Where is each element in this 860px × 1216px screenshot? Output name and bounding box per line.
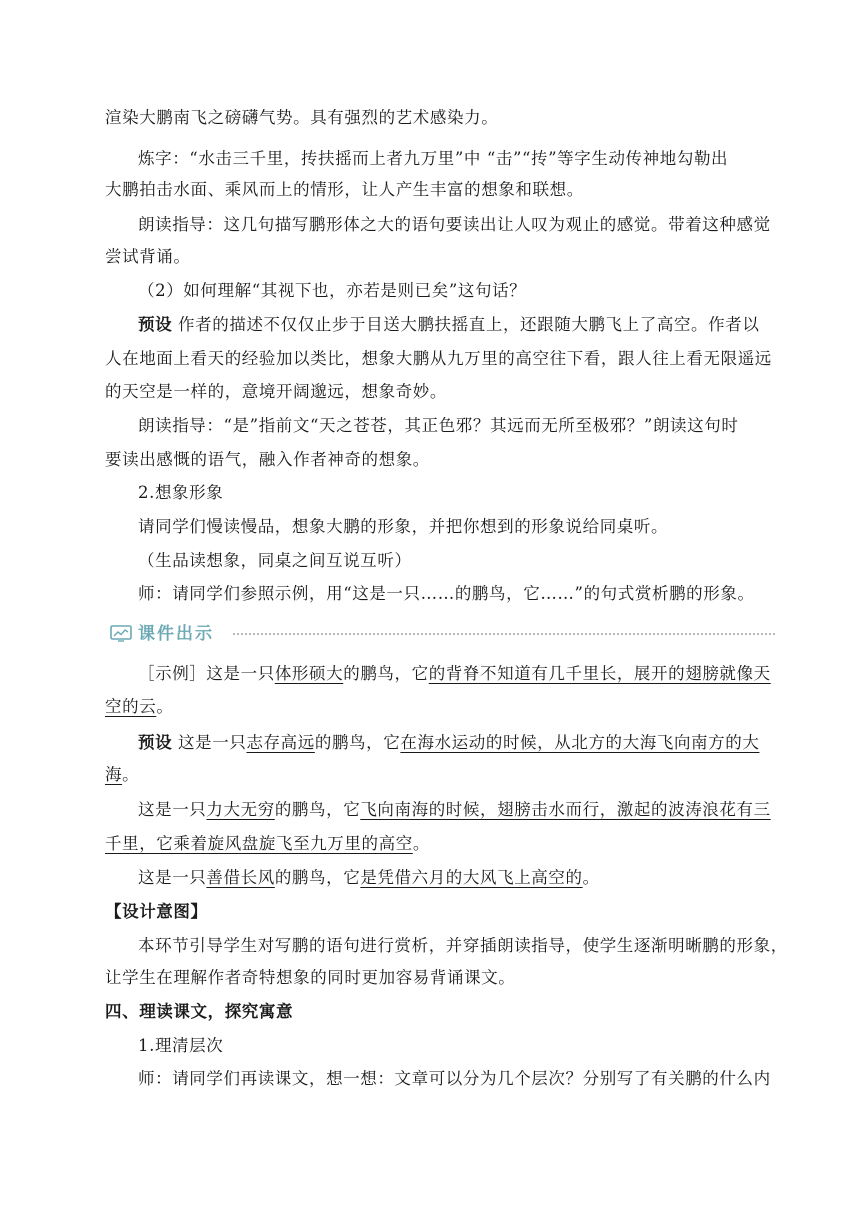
underlined-text: 海: [105, 765, 123, 784]
example-line: [105, 695, 173, 719]
text-line: 请同学们慢读慢品，想象大鹏的形象，并把你想到的形象说给同桌听。: [138, 517, 669, 536]
preset-line: [105, 832, 430, 856]
underlined-text: 空的云: [105, 697, 157, 716]
text-line: 师：请同学们再读课文，想一想：文章可以分为几个层次？分别写了有关鹏的什么内: [138, 1069, 771, 1088]
question-line: （2）如何理解“其视下也，亦若是则已矣”这句话？: [138, 281, 527, 300]
underlined-text: 飞向南海的时候，翅膀击水而行，激起的波涛浪花有三: [360, 800, 771, 819]
text-run: 的鹏鸟，它: [314, 733, 401, 752]
courseware-header: [105, 622, 775, 646]
underlined-text: 在海水运动的时候，从北方的大海飞向南方的大: [400, 733, 760, 752]
text-line: 渲染大鹏南飞之磅礴气势。具有强烈的艺术感染力。: [105, 108, 499, 127]
preset-line: [105, 763, 139, 787]
text-line: 尝试背诵。: [105, 247, 191, 266]
text-run: 。: [412, 834, 430, 853]
text-run: 。: [122, 765, 140, 784]
design-heading: 【设计意图】: [105, 902, 208, 921]
text-run: 的鹏鸟，它: [274, 800, 361, 819]
preset-line: [138, 731, 759, 755]
underlined-text: 体形硕大: [274, 664, 344, 683]
underlined-text: 善借长风: [206, 868, 275, 887]
underlined-text: 千里，它乘着旋风盘旋飞至九万里的高空: [105, 834, 413, 853]
text-run: 这是一只: [172, 733, 247, 752]
underlined-text: 力大无穷: [206, 800, 275, 819]
text-line: 朗读指导：“是”指前文“天之苍苍，其正色邪？其远而无所至极邪？”朗读这句时: [138, 416, 739, 435]
text-run: 这是一只: [138, 868, 207, 887]
subheading: 1.理清层次: [138, 1036, 224, 1055]
text-run: 。: [582, 868, 600, 887]
text-line: 要读出感慨的语气，融入作者神奇的想象。: [105, 450, 430, 469]
text-run: 作者的描述不仅仅止步于目送大鹏扶摇直上，还跟随大鹏飞上了高空。作者以: [172, 315, 760, 334]
underlined-text: 志存高远: [246, 733, 315, 752]
text-line: 大鹏拍击水面、乘风而上的情形，让人产生丰富的想象和联想。: [105, 180, 584, 199]
text-line: 的天空是一样的，意境开阔邈远，想象奇妙。: [105, 382, 447, 401]
preset-label: 预设: [138, 733, 173, 752]
text-line: 炼字：“水击三千里，抟扶摇而上者九万里”中 “击”“抟”等字生动传神地勾勒出: [138, 149, 729, 168]
text-run: 。: [156, 697, 174, 716]
text-line: 朗读指导：这几句描写鹏形体之大的语句要读出让人叹为观止的感觉。带着这种感觉: [138, 215, 771, 234]
text-line: （生品读想象，同桌之间互说互听）: [138, 551, 412, 570]
courseware-label: 课件出示: [138, 624, 214, 644]
text-line: 人在地面上看天的经验加以类比，想象大鹏从九万里的高空往下看，跟人往上看无限遥远: [105, 349, 772, 368]
text-line: 师：请同学们参照示例，用“这是一只……的鹏鸟，它……”的句式赏析鹏的形象。: [138, 584, 755, 603]
text-run: ［示例］这是一只: [138, 664, 275, 683]
text-run: 的鹏鸟，它: [274, 868, 361, 887]
preset-line: [138, 798, 771, 822]
subheading: 2.想象形象: [138, 483, 224, 502]
text-line: 让学生在理解作者奇特想象的同时更加容易背诵课文。: [105, 968, 516, 987]
example-line: [138, 662, 771, 686]
chart-screen-icon: [110, 625, 132, 642]
text-run: 这是一只: [138, 800, 207, 819]
dotted-divider: [233, 633, 775, 635]
text-run: 的鹏鸟，它: [343, 664, 429, 683]
text-line: [138, 313, 759, 337]
underlined-text: 是凭借六月的大风飞上高空的: [360, 868, 583, 887]
preset-label: 预设: [138, 315, 173, 334]
preset-line: [138, 866, 600, 890]
text-line: 本环节引导学生对写鹏的语句进行赏析，并穿插朗读指导，使学生逐渐明晰鹏的形象，: [138, 936, 788, 955]
section-heading: 四、理读课文，探究寓意: [105, 1002, 294, 1021]
underlined-text: 的背脊不知道有几千里长，展开的翅膀就像天: [428, 664, 771, 683]
